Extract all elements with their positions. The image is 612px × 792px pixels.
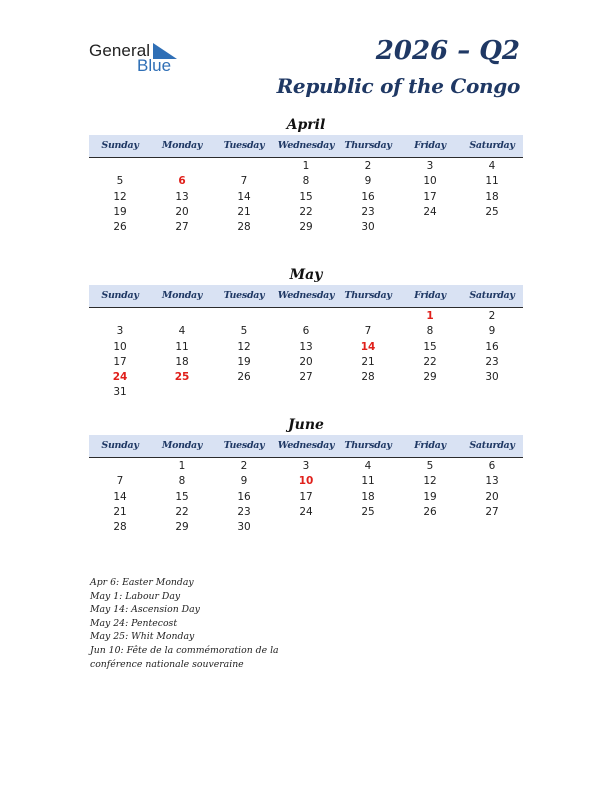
day-cell [337,385,399,400]
day-cell: 16 [361,190,375,203]
day-cell: 26 [113,221,127,234]
day-cell: 27 [485,505,499,518]
day-cell: 21 [113,505,127,518]
weekday-label: Sunday [101,440,139,451]
day-cell: 10 [423,175,437,188]
holiday-note: May 25: Whit Monday [90,631,195,643]
day-cell: 8 [302,175,310,188]
day-cell: 13 [299,340,313,353]
month-may [89,265,523,401]
day-cell: 6 [488,460,496,472]
day-cell: 13 [485,475,499,488]
holiday-note: Jun 10: Fête de la commémoration de la conférence nationale souveraine [90,644,279,670]
day-cell: 7 [364,325,372,338]
day-cell: 22 [299,205,313,218]
day-cell: 28 [361,371,375,384]
day-cell [151,309,213,324]
day-cell: 13 [175,190,189,203]
day-cell: 14 [360,340,376,353]
day-cell [275,309,337,324]
day-cell [213,309,275,324]
day-cell: 23 [237,505,251,518]
day-cell: 20 [299,355,313,368]
day-cell: 6 [178,175,186,188]
day-cell: 14 [237,190,251,203]
day-cell: 27 [175,221,189,234]
weekday-label: Saturday [469,290,515,301]
day-cell [399,220,461,235]
day-cell: 10 [298,475,314,488]
day-cell: 6 [302,325,310,338]
day-cell: 18 [361,490,375,503]
weekday-label: Monday [161,140,203,151]
day-cell: 25 [485,205,499,218]
day-cell: 14 [113,490,127,503]
weekday-header [89,285,523,308]
day-cell [151,385,213,400]
weekday-label: Tuesday [223,290,265,301]
day-cell: 2 [240,460,248,472]
day-cell [337,309,399,324]
day-cell: 11 [485,175,499,188]
day-cell: 20 [175,205,189,218]
day-cell: 26 [423,505,437,518]
day-cell: 15 [299,190,313,203]
month-april [89,115,523,235]
day-cell: 18 [175,355,189,368]
day-cell: 15 [423,340,437,353]
day-cell: 17 [113,355,127,368]
day-cell: 5 [116,175,124,188]
weekday-label: Tuesday [223,140,265,151]
weekday-header [89,435,523,458]
weekday-label: Sunday [101,290,139,301]
day-cell: 20 [485,490,499,503]
day-cell: 22 [175,505,189,518]
day-cell: 2 [488,310,496,322]
logo-blue-text: Blue [137,56,172,75]
day-cell: 4 [178,325,186,338]
day-cell: 1 [302,160,310,172]
day-cell: 7 [116,475,124,488]
day-cell: 16 [237,490,251,503]
weekday-label: Tuesday [223,440,265,451]
day-cell: 15 [175,490,189,503]
logo-general-text: General [89,41,151,60]
day-cell: 31 [113,386,127,399]
day-cell: 17 [299,490,313,503]
day-cell: 9 [240,475,248,488]
day-cell: 12 [423,475,437,488]
holiday-note: May 14: Ascension Day [90,604,200,616]
day-cell: 29 [175,521,189,534]
day-cell: 30 [361,221,375,234]
day-cell [89,459,151,474]
day-cell [213,385,275,400]
weekday-label: Friday [414,140,446,151]
day-cell: 28 [237,221,251,234]
weekday-label: Thursday [344,140,392,151]
page-title: 2026 – Q2 [375,36,520,66]
weekday-label: Sunday [101,140,139,151]
day-grid [89,459,523,535]
day-cell [399,520,461,535]
day-cell: 5 [426,460,434,472]
day-cell: 29 [299,221,313,234]
day-cell: 8 [178,475,186,488]
holiday-notes [90,576,330,671]
day-cell [461,385,523,400]
day-cell: 21 [237,205,251,218]
day-cell [337,520,399,535]
month-name: May [289,267,323,283]
day-cell: 12 [113,190,127,203]
day-cell: 19 [237,355,251,368]
day-cell: 16 [485,340,499,353]
day-cell: 1 [426,310,434,322]
weekday-label: Friday [414,440,446,451]
day-cell [151,159,213,174]
weekday-label: Saturday [469,140,515,151]
day-grid [89,159,523,235]
day-cell: 28 [113,521,127,534]
weekday-label: Thursday [344,440,392,451]
holiday-note: May 1: Labour Day [90,590,181,602]
day-cell: 4 [364,460,372,472]
day-cell: 3 [116,325,124,338]
day-cell: 25 [174,371,190,384]
day-cell: 23 [485,355,499,368]
day-cell: 3 [302,460,310,472]
day-cell: 18 [485,190,499,203]
weekday-label: Saturday [469,440,515,451]
weekday-label: Thursday [344,290,392,301]
weekday-label: Wednesday [277,140,335,151]
day-cell: 12 [237,340,251,353]
weekday-header [89,135,523,158]
month-name: June [288,417,324,433]
day-cell: 2 [364,160,372,172]
day-cell: 24 [112,371,128,384]
day-cell: 30 [237,521,251,534]
day-cell [89,309,151,324]
holiday-note: Apr 6: Easter Monday [90,577,194,588]
day-cell: 9 [364,175,372,188]
day-cell: 26 [237,371,251,384]
day-cell: 27 [299,371,313,384]
day-cell: 19 [423,490,437,503]
day-cell: 4 [488,160,496,172]
day-cell: 11 [175,340,189,353]
day-cell: 10 [113,340,127,353]
day-cell: 29 [423,371,437,384]
day-cell: 24 [423,205,437,218]
day-cell: 1 [178,460,186,472]
day-cell: 25 [361,505,375,518]
page-subtitle: Republic of the Congo [276,74,520,98]
day-cell: 24 [299,505,313,518]
weekday-label: Wednesday [277,440,335,451]
day-cell: 5 [240,325,248,338]
day-cell: 7 [240,175,248,188]
day-cell: 21 [361,355,375,368]
day-cell [399,385,461,400]
day-cell: 11 [361,475,375,488]
day-cell: 9 [488,325,496,338]
day-cell: 8 [426,325,434,338]
day-cell: 30 [485,371,499,384]
day-cell [275,385,337,400]
day-cell: 22 [423,355,437,368]
day-grid [89,309,523,401]
holiday-note: May 24: Pentecost [90,617,178,629]
month-name: April [286,117,326,133]
weekday-label: Wednesday [277,290,335,301]
day-cell [275,520,337,535]
month-june [89,415,523,535]
day-cell: 19 [113,205,127,218]
logo [89,41,189,75]
day-cell [461,220,523,235]
day-cell: 23 [361,205,375,218]
day-cell [89,159,151,174]
weekday-label: Monday [161,290,203,301]
day-cell [461,520,523,535]
day-cell [213,159,275,174]
weekday-label: Friday [414,290,446,301]
weekday-label: Monday [161,440,203,451]
day-cell: 17 [423,190,437,203]
day-cell: 3 [426,160,434,172]
